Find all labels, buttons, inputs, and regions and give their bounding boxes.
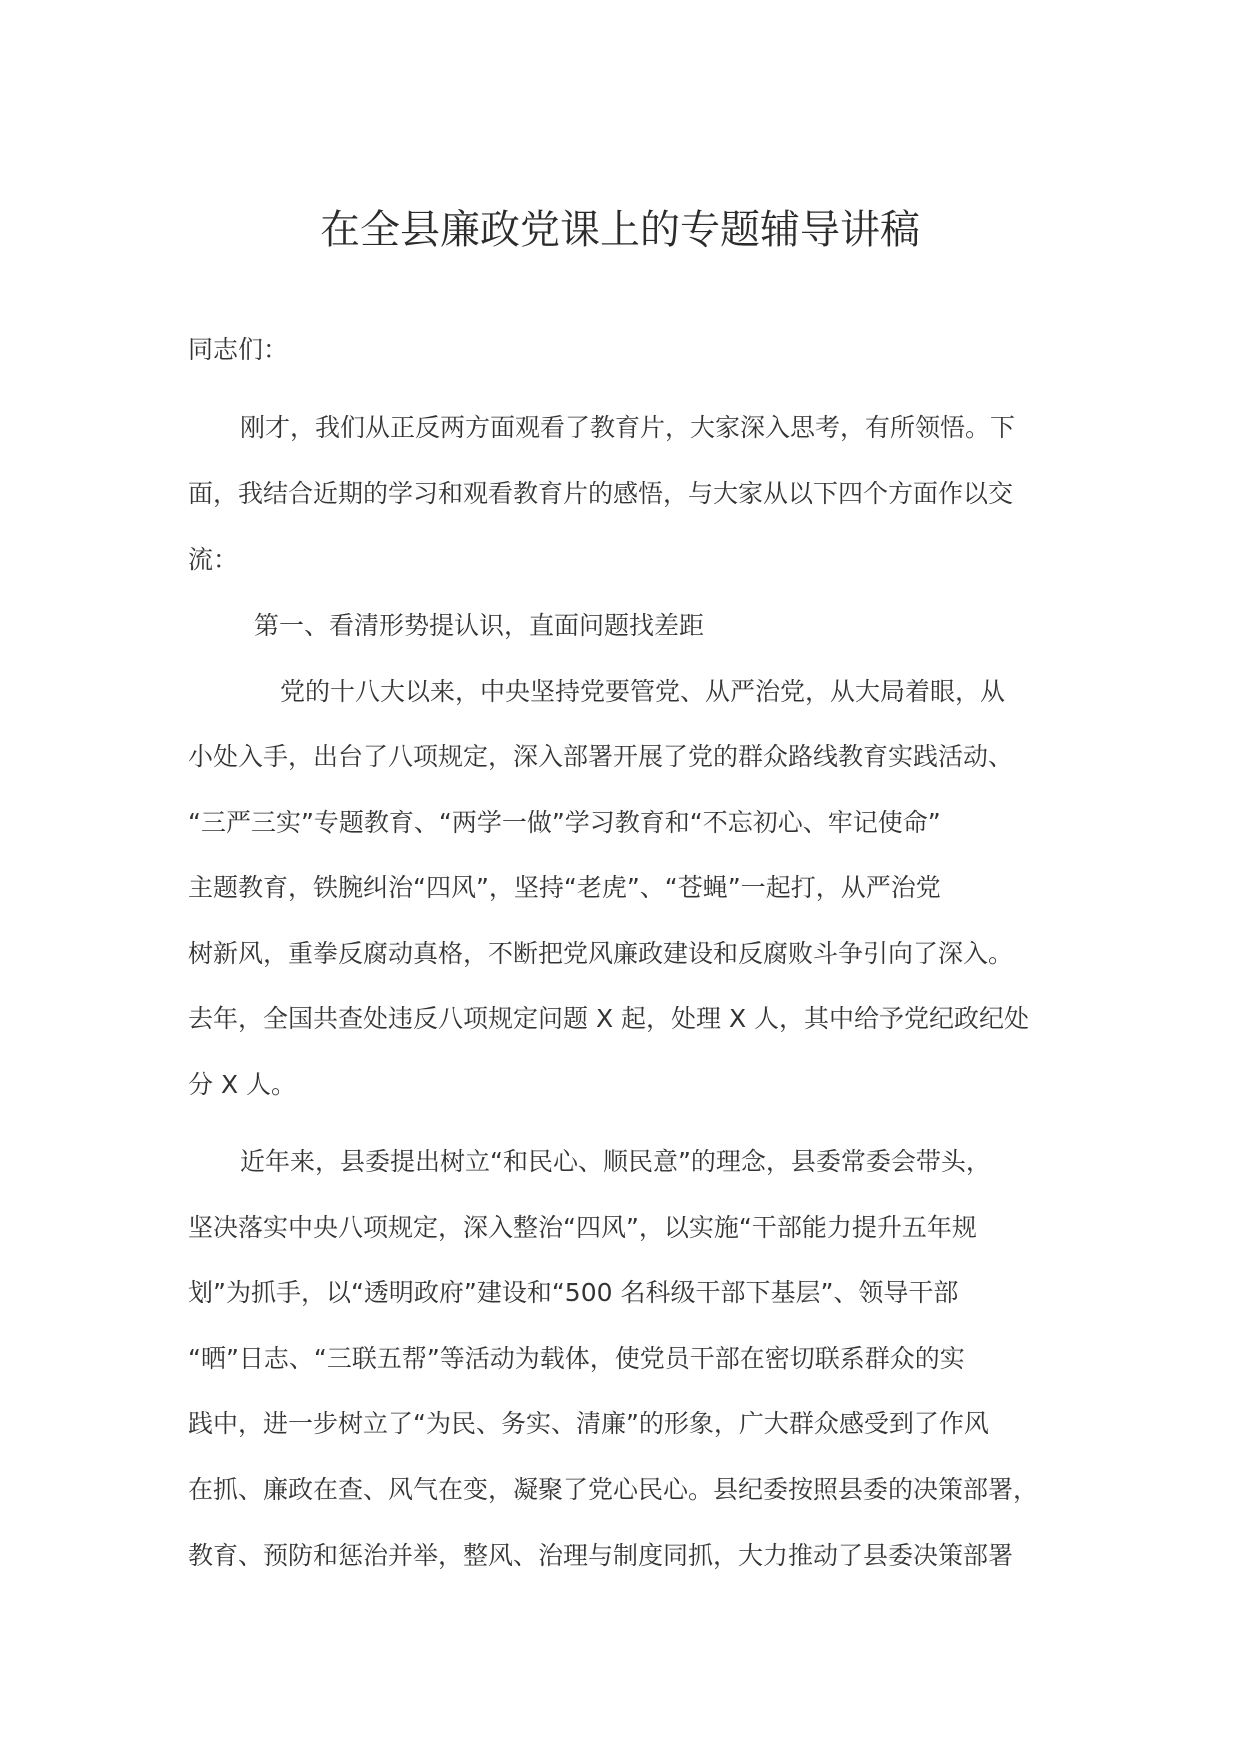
section-heading: 第一、看清形势提认识，直面问题找差距 (254, 611, 705, 640)
body-line: 面，我结合近期的学习和观看教育片的感悟，与大家从以下四个方面作以交 (188, 479, 1014, 508)
body-line: 践中，进一步树立了“为民、务实、清廉”的形象，广大群众感受到了作风 (188, 1409, 989, 1438)
body-line: 流： (188, 545, 239, 574)
body-line: 小处入手，出台了八项规定，深入部署开展了党的群众路线教育实践活动、 (188, 742, 1014, 771)
body-line: 分 X 人。 (188, 1070, 297, 1099)
body-line: 在抓、廉政在查、风气在变，凝聚了党心民心。县纪委按照县委的决策部署， (188, 1475, 1039, 1504)
body-line: 划”为抓手，以“透明政府”建设和“500 名科级干部下基层”、领导干部 (188, 1278, 959, 1307)
document-title: 在全县廉政党课上的专题辅导讲稿 (320, 207, 920, 253)
body-line: 主题教育，铁腕纠治“四风”，坚持“老虎”、“苍蝇”一起打，从严治党 (188, 873, 941, 902)
body-line: “晒”日志、“三联五帮”等活动为载体，使党员干部在密切联系群众的实 (188, 1344, 965, 1373)
body-line: 刚才，我们从正反两方面观看了教育片，大家深入思考，有所领悟。下 (240, 413, 1016, 442)
body-line: 近年来，县委提出树立“和民心、顺民意”的理念，县委常委会带头， (240, 1147, 991, 1176)
body-line: 去年，全国共查处违反八项规定问题 X 起，处理 X 人，其中给予党纪政纪处 (188, 1004, 1030, 1033)
body-line: 教育、预防和惩治并举，整风、治理与制度同抓，大力推动了县委决策部署 (188, 1541, 1014, 1570)
body-line: 坚决落实中央八项规定，深入整治“四风”，以实施“干部能力提升五年规 (188, 1213, 977, 1242)
body-line: 党的十八大以来，中央坚持党要管党、从严治党，从大局着眼，从 (280, 677, 1006, 706)
body-line: “三严三实”专题教育、“两学一做”学习教育和“不忘初心、牢记使命” (188, 808, 941, 837)
body-line: 树新风，重拳反腐动真格，不断把党风廉政建设和反腐败斗争引向了深入。 (188, 939, 1014, 968)
salutation: 同志们： (188, 335, 289, 364)
